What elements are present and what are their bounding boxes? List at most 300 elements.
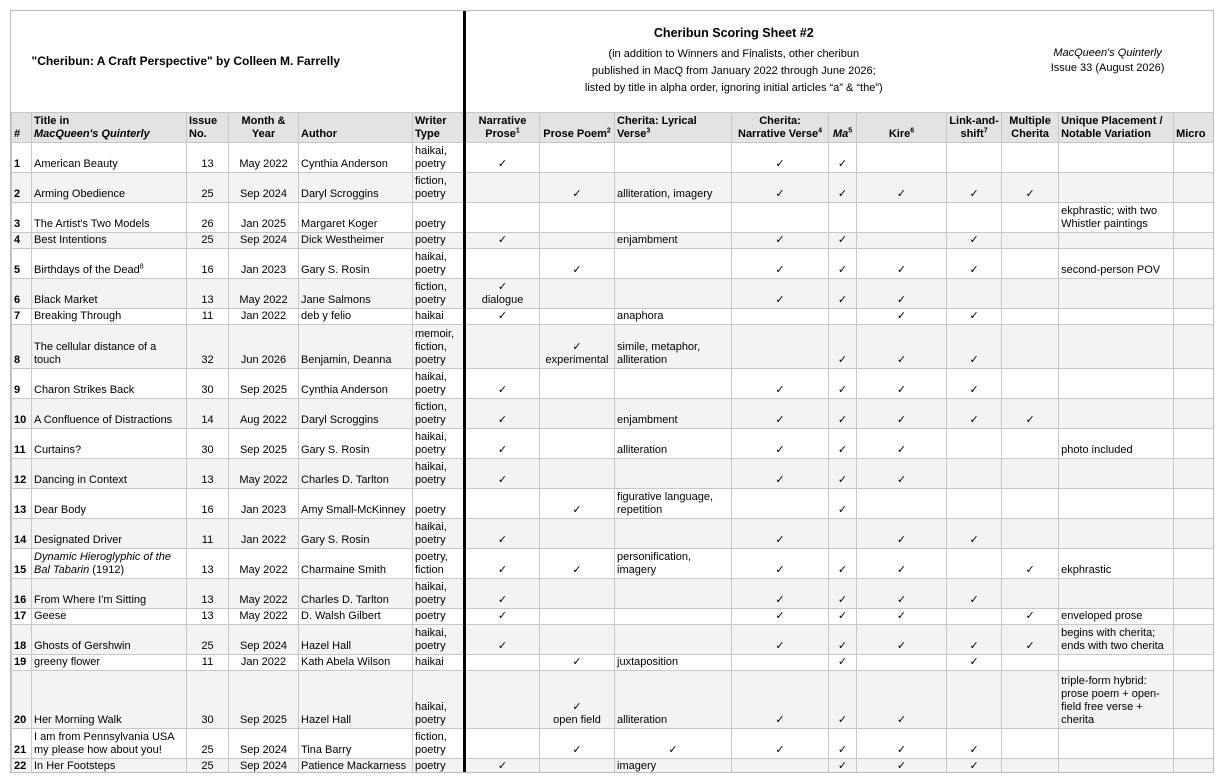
- cell-month-year: Jan 2022: [229, 654, 299, 670]
- title-text: greeny flower: [34, 655, 101, 668]
- cell-author: Hazel Hall: [299, 670, 413, 728]
- cell-multiple-cherita: [1002, 758, 1059, 773]
- cell-title: [32, 728, 187, 758]
- cell-month-year: Sep 2024: [229, 624, 299, 654]
- cell-multiple-cherita: [1002, 728, 1059, 758]
- table-row: [12, 654, 1214, 670]
- cell-ma: ✓: [829, 488, 857, 518]
- cell-micro: [1174, 232, 1214, 248]
- cell-issue: 25: [187, 624, 229, 654]
- cell-cherita-narrative: ✓: [732, 428, 829, 458]
- cell-cherita-narrative: [732, 758, 829, 773]
- cell-title: [32, 488, 187, 518]
- cell-month-year: Sep 2025: [229, 428, 299, 458]
- cell-author: Margaret Koger: [299, 202, 413, 232]
- cell-month-year: Aug 2022: [229, 398, 299, 428]
- cell-narrative-prose: ✓: [465, 548, 540, 578]
- cell-unique-placement: [1059, 654, 1174, 670]
- cell-issue: 13: [187, 548, 229, 578]
- cell-link-and-shift: ✓: [947, 518, 1002, 548]
- scoring-table: [11, 11, 1214, 773]
- cell-prose-poem-mark: ✓: [572, 340, 582, 353]
- scoring-sheet: [10, 10, 1214, 773]
- cell-writer-type: poetry, fiction: [413, 548, 465, 578]
- table-row: [12, 548, 1214, 578]
- cell-row-number: 16: [12, 578, 32, 608]
- cell-narrative-prose: ✓: [465, 578, 540, 608]
- cell-issue: 16: [187, 488, 229, 518]
- cell-author: Jane Salmons: [299, 278, 413, 308]
- cell-author: Charles D. Tarlton: [299, 578, 413, 608]
- cell-author: Benjamin, Deanna: [299, 324, 413, 368]
- cell-kire: ✓: [857, 398, 947, 428]
- cell-cherita-lyrical: [615, 248, 732, 278]
- cell-link-and-shift: [947, 278, 1002, 308]
- cell-kire: ✓: [857, 608, 947, 624]
- cell-unique-placement: [1059, 324, 1174, 368]
- cell-cherita-narrative: ✓: [732, 398, 829, 428]
- cell-prose-poem: ✓: [540, 248, 615, 278]
- cell-narrative-prose: [465, 324, 540, 368]
- cell-title: [32, 578, 187, 608]
- cell-writer-type: fiction, poetry: [413, 278, 465, 308]
- title-text: Dynamic Hieroglyphic of the Bal Tabarin: [34, 550, 171, 576]
- cell-link-and-shift: ✓: [947, 728, 1002, 758]
- cell-ma: ✓: [829, 172, 857, 202]
- cell-writer-type: haikai, poetry: [413, 368, 465, 398]
- cell-cherita-narrative: ✓: [732, 608, 829, 624]
- cell-multiple-cherita: [1002, 324, 1059, 368]
- cell-narrative-prose: ✓: [465, 232, 540, 248]
- title-text: The cellular distance of a touch: [34, 340, 157, 366]
- cell-link-and-shift: ✓: [947, 578, 1002, 608]
- cell-title: [32, 232, 187, 248]
- cell-author: Gary S. Rosin: [299, 518, 413, 548]
- cell-author: D. Walsh Gilbert: [299, 608, 413, 624]
- header-writer-type: Writer Type: [413, 112, 465, 142]
- cell-ma: [829, 518, 857, 548]
- cell-month-year: Sep 2025: [229, 368, 299, 398]
- cell-issue: 14: [187, 398, 229, 428]
- cell-row-number: 20: [12, 670, 32, 728]
- cell-month-year: Jan 2022: [229, 308, 299, 324]
- cell-narrative-prose: [465, 670, 540, 728]
- table-row: [12, 368, 1214, 398]
- cell-cherita-narrative: ✓: [732, 624, 829, 654]
- cell-narrative-prose: [465, 278, 540, 308]
- cell-prose-poem-mark: ✓: [572, 700, 582, 713]
- table-row: [12, 518, 1214, 548]
- cell-multiple-cherita: [1002, 578, 1059, 608]
- cell-kire: ✓: [857, 578, 947, 608]
- cell-kire: ✓: [857, 248, 947, 278]
- cell-link-and-shift: [947, 428, 1002, 458]
- cell-micro: [1174, 324, 1214, 368]
- cell-month-year: Jan 2022: [229, 518, 299, 548]
- cell-unique-placement: begins with cherita; ends with two cherita: [1059, 624, 1174, 654]
- cell-issue: 30: [187, 368, 229, 398]
- cell-title: [32, 608, 187, 624]
- cell-prose-poem: [540, 428, 615, 458]
- cell-narrative-prose: ✓: [465, 368, 540, 398]
- cell-row-number: 7: [12, 308, 32, 324]
- cell-month-year: May 2022: [229, 458, 299, 488]
- cell-row-number: 15: [12, 548, 32, 578]
- cell-cherita-lyrical: imagery: [615, 758, 732, 773]
- cell-writer-type: fiction, poetry: [413, 398, 465, 428]
- cell-month-year: May 2022: [229, 142, 299, 172]
- cell-micro: [1174, 308, 1214, 324]
- cell-writer-type: poetry: [413, 758, 465, 773]
- cell-kire: [857, 232, 947, 248]
- table-row: [12, 488, 1214, 518]
- cell-cherita-narrative: ✓: [732, 248, 829, 278]
- cell-prose-poem-note: experimental: [545, 353, 609, 366]
- cell-multiple-cherita: ✓: [1002, 548, 1059, 578]
- cell-row-number: 1: [12, 142, 32, 172]
- cell-author: Gary S. Rosin: [299, 428, 413, 458]
- cell-multiple-cherita: [1002, 368, 1059, 398]
- issue-info: [1002, 11, 1214, 112]
- title-text: Ghosts of Gershwin: [34, 639, 131, 652]
- cell-micro: [1174, 278, 1214, 308]
- header-num: #: [12, 112, 32, 142]
- cell-issue: 11: [187, 308, 229, 324]
- cell-cherita-narrative: [732, 654, 829, 670]
- cell-prose-poem: [540, 202, 615, 232]
- cell-prose-poem: ✓: [540, 172, 615, 202]
- cell-cherita-narrative: ✓: [732, 142, 829, 172]
- cell-ma: ✓: [829, 654, 857, 670]
- cell-title: [32, 308, 187, 324]
- cell-link-and-shift: ✓: [947, 654, 1002, 670]
- cell-unique-placement: [1059, 368, 1174, 398]
- table-row: [12, 324, 1214, 368]
- table-row: [12, 202, 1214, 232]
- cell-cherita-lyrical: juxtaposition: [615, 654, 732, 670]
- cell-author: Dick Westheimer: [299, 232, 413, 248]
- cell-unique-placement: ekphrastic; with two Whistler paintings: [1059, 202, 1174, 232]
- cell-kire: ✓: [857, 368, 947, 398]
- cell-month-year: Sep 2025: [229, 670, 299, 728]
- cell-unique-placement: [1059, 232, 1174, 248]
- cell-month-year: Jun 2026: [229, 324, 299, 368]
- cell-cherita-narrative: ✓: [732, 728, 829, 758]
- sheet-subtitle-1: (in addition to Winners and Finalists, other cheribun: [608, 48, 860, 61]
- cell-ma: [829, 202, 857, 232]
- cell-title: [32, 548, 187, 578]
- cell-row-number: 11: [12, 428, 32, 458]
- cell-cherita-narrative: [732, 308, 829, 324]
- table-row: [12, 728, 1214, 758]
- cell-ma: ✓: [829, 428, 857, 458]
- cell-writer-type: haikai: [413, 654, 465, 670]
- cell-issue: 32: [187, 324, 229, 368]
- cell-link-and-shift: ✓: [947, 398, 1002, 428]
- cell-unique-placement: triple-form hybrid: prose poem + open-field free verse + cherita: [1059, 670, 1174, 728]
- header-title: Title in MacQueen's Quinterly: [32, 112, 187, 142]
- cell-author: Gary S. Rosin: [299, 248, 413, 278]
- cell-row-number: 22: [12, 758, 32, 773]
- cell-ma: ✓: [829, 758, 857, 773]
- cell-narrative-prose: ✓: [465, 142, 540, 172]
- table-row: [12, 248, 1214, 278]
- cell-ma: ✓: [829, 548, 857, 578]
- cell-multiple-cherita: [1002, 458, 1059, 488]
- cell-prose-poem: [540, 232, 615, 248]
- cell-cherita-lyrical: alliteration, imagery: [615, 172, 732, 202]
- cell-narrative-prose: [465, 172, 540, 202]
- cell-narrative-prose: ✓: [465, 608, 540, 624]
- cell-writer-type: fiction, poetry: [413, 728, 465, 758]
- cell-prose-poem: [540, 608, 615, 624]
- cell-kire: [857, 142, 947, 172]
- cell-cherita-narrative: ✓: [732, 578, 829, 608]
- title-text: Arming Obedience: [34, 187, 126, 200]
- title-text: Charon Strikes Back: [34, 383, 135, 396]
- header-ma: Ma$^5$: [829, 112, 857, 142]
- cell-kire: ✓: [857, 758, 947, 773]
- cell-month-year: Sep 2024: [229, 758, 299, 773]
- cell-author: Patience Mackarness: [299, 758, 413, 773]
- cell-ma: ✓: [829, 368, 857, 398]
- title-text: Dancing in Context: [34, 473, 127, 486]
- cell-title: [32, 248, 187, 278]
- cell-cherita-lyrical: [615, 624, 732, 654]
- cell-narrative-prose: ✓: [465, 624, 540, 654]
- cell-micro: [1174, 624, 1214, 654]
- title-text: Dear Body: [34, 503, 86, 516]
- sheet-title-block: [465, 11, 1002, 112]
- cell-issue: 25: [187, 232, 229, 248]
- cell-cherita-lyrical: figurative language, repetition: [615, 488, 732, 518]
- cell-ma: ✓: [829, 608, 857, 624]
- cell-unique-placement: [1059, 758, 1174, 773]
- cell-title: [32, 142, 187, 172]
- header-prose-poem: Prose Poem$^2$: [540, 112, 615, 142]
- cell-link-and-shift: ✓: [947, 308, 1002, 324]
- cell-kire: ✓: [857, 428, 947, 458]
- cell-writer-type: fiction, poetry: [413, 172, 465, 202]
- table-row: [12, 232, 1214, 248]
- cell-micro: [1174, 248, 1214, 278]
- cell-month-year: May 2022: [229, 608, 299, 624]
- header-micro: Micro: [1174, 112, 1214, 142]
- cell-multiple-cherita: [1002, 308, 1059, 324]
- cell-writer-type: memoir, fiction, poetry: [413, 324, 465, 368]
- cell-narrative-prose-note: dialogue: [481, 293, 524, 306]
- cell-link-and-shift: [947, 142, 1002, 172]
- cell-title: [32, 758, 187, 773]
- cell-unique-placement: [1059, 308, 1174, 324]
- cell-ma: ✓: [829, 728, 857, 758]
- cell-micro: [1174, 654, 1214, 670]
- cell-title: [32, 654, 187, 670]
- cell-issue: 13: [187, 608, 229, 624]
- cell-title: [32, 624, 187, 654]
- cell-link-and-shift: ✓: [947, 324, 1002, 368]
- cell-kire: ✓: [857, 548, 947, 578]
- cell-multiple-cherita: [1002, 488, 1059, 518]
- title-text: Her Morning Walk: [34, 713, 122, 726]
- cell-cherita-narrative: [732, 202, 829, 232]
- cell-link-and-shift: [947, 548, 1002, 578]
- cell-writer-type: haikai, poetry: [413, 142, 465, 172]
- header-cherita-narrative: Cherita: Narrative Verse$^4$: [732, 112, 829, 142]
- cell-author: Tina Barry: [299, 728, 413, 758]
- header-kire: Kire$^6$: [857, 112, 947, 142]
- cell-unique-placement: enveloped prose: [1059, 608, 1174, 624]
- cell-author: Hazel Hall: [299, 624, 413, 654]
- cell-ma: ✓: [829, 142, 857, 172]
- cell-month-year: May 2022: [229, 578, 299, 608]
- cell-month-year: Jan 2023: [229, 248, 299, 278]
- table-row: [12, 278, 1214, 308]
- cell-writer-type: haikai, poetry: [413, 518, 465, 548]
- cell-unique-placement: [1059, 488, 1174, 518]
- cell-writer-type: haikai, poetry: [413, 578, 465, 608]
- cell-multiple-cherita: ✓: [1002, 608, 1059, 624]
- cell-ma: ✓: [829, 248, 857, 278]
- cell-title: [32, 368, 187, 398]
- cell-unique-placement: photo included: [1059, 428, 1174, 458]
- cell-cherita-lyrical: [615, 278, 732, 308]
- cell-ma: ✓: [829, 458, 857, 488]
- cell-cherita-narrative: ✓: [732, 458, 829, 488]
- header-author: Author: [299, 112, 413, 142]
- cell-row-number: 18: [12, 624, 32, 654]
- cell-kire: ✓: [857, 518, 947, 548]
- table-row: [12, 428, 1214, 458]
- cell-writer-type: haikai, poetry: [413, 624, 465, 654]
- cell-multiple-cherita: [1002, 202, 1059, 232]
- cell-issue: 13: [187, 278, 229, 308]
- title-text: The Artist's Two Models: [34, 217, 150, 230]
- table-row: [12, 608, 1214, 624]
- cell-cherita-narrative: ✓: [732, 368, 829, 398]
- table-row: [12, 142, 1214, 172]
- cell-prose-poem: ✓: [540, 548, 615, 578]
- cell-month-year: Jan 2025: [229, 202, 299, 232]
- cell-link-and-shift: ✓: [947, 172, 1002, 202]
- cell-writer-type: poetry: [413, 608, 465, 624]
- cell-issue: 25: [187, 728, 229, 758]
- cell-issue: 16: [187, 248, 229, 278]
- cell-link-and-shift: ✓: [947, 248, 1002, 278]
- cell-cherita-lyrical: simile, metaphor, alliteration: [615, 324, 732, 368]
- table-row: [12, 398, 1214, 428]
- cell-narrative-prose: ✓: [465, 458, 540, 488]
- cell-title: [32, 670, 187, 728]
- cell-ma: ✓: [829, 398, 857, 428]
- title-text: Birthdays of the Dead: [34, 263, 140, 276]
- table-row: [12, 624, 1214, 654]
- cell-ma: ✓: [829, 324, 857, 368]
- cell-micro: [1174, 670, 1214, 728]
- cell-prose-poem: [540, 758, 615, 773]
- cell-link-and-shift: [947, 488, 1002, 518]
- header-cherita-lyrical: Cherita: Lyrical Verse$^3$: [615, 112, 732, 142]
- cell-month-year: Sep 2024: [229, 728, 299, 758]
- cell-unique-placement: [1059, 398, 1174, 428]
- cell-kire: ✓: [857, 278, 947, 308]
- cell-prose-poem: ✓: [540, 654, 615, 670]
- cell-multiple-cherita: [1002, 142, 1059, 172]
- cell-month-year: Sep 2024: [229, 232, 299, 248]
- cell-link-and-shift: [947, 458, 1002, 488]
- cell-narrative-prose: ✓: [465, 518, 540, 548]
- cell-unique-placement: second-person POV: [1059, 248, 1174, 278]
- cell-row-number: 9: [12, 368, 32, 398]
- cell-kire: [857, 202, 947, 232]
- cell-month-year: May 2022: [229, 278, 299, 308]
- cell-kire: ✓: [857, 308, 947, 324]
- cell-row-number: 14: [12, 518, 32, 548]
- cell-cherita-narrative: ✓: [732, 278, 829, 308]
- cell-row-number: 8: [12, 324, 32, 368]
- cell-cherita-narrative: [732, 488, 829, 518]
- cell-micro: [1174, 368, 1214, 398]
- cell-cherita-narrative: ✓: [732, 518, 829, 548]
- cell-cherita-lyrical: [615, 458, 732, 488]
- cell-prose-poem: [540, 518, 615, 548]
- cell-title: [32, 398, 187, 428]
- table-row: [12, 458, 1214, 488]
- cell-cherita-narrative: ✓: [732, 670, 829, 728]
- cell-link-and-shift: ✓: [947, 232, 1002, 248]
- cell-multiple-cherita: [1002, 428, 1059, 458]
- cell-title: [32, 202, 187, 232]
- cell-unique-placement: [1059, 278, 1174, 308]
- sheet-subtitle-2: published in MacQ from January 2022 through June 2026;: [591, 65, 876, 78]
- title-text: Breaking Through: [34, 309, 122, 322]
- cell-micro: [1174, 728, 1214, 758]
- cell-row-number: 21: [12, 728, 32, 758]
- cell-title: [32, 172, 187, 202]
- cell-author: Daryl Scroggins: [299, 172, 413, 202]
- cell-ma: ✓: [829, 278, 857, 308]
- cell-prose-poem: [540, 458, 615, 488]
- cell-cherita-lyrical: alliteration: [615, 670, 732, 728]
- cell-unique-placement: [1059, 578, 1174, 608]
- issue-number: Issue 33 (August 2026): [1050, 62, 1165, 75]
- cell-link-and-shift: [947, 202, 1002, 232]
- cell-cherita-lyrical: [615, 608, 732, 624]
- cell-micro: [1174, 458, 1214, 488]
- sheet-subtitle-3: listed by title in alpha order, ignoring initial articles “a” & “the”): [584, 82, 883, 95]
- cell-prose-poem: [540, 368, 615, 398]
- cell-unique-placement: [1059, 172, 1174, 202]
- cell-narrative-prose: [465, 202, 540, 232]
- cell-kire: ✓: [857, 624, 947, 654]
- header-narrative-prose: Narrative Prose$^1$: [465, 112, 540, 142]
- header-unique-placement: Unique Placement / Notable Variation: [1059, 112, 1174, 142]
- cell-micro: [1174, 548, 1214, 578]
- cell-narrative-prose-mark: ✓: [497, 280, 508, 293]
- cell-cherita-narrative: [732, 324, 829, 368]
- cell-writer-type: haikai, poetry: [413, 670, 465, 728]
- cell-writer-type: haikai, poetry: [413, 458, 465, 488]
- cell-multiple-cherita: [1002, 518, 1059, 548]
- cell-prose-poem: [540, 324, 615, 368]
- cell-cherita-lyrical: [615, 518, 732, 548]
- document-title: "Cheribun: A Craft Perspective" by Colleen M. Farrelly: [12, 11, 465, 112]
- header-month: Month & Year: [229, 112, 299, 142]
- title-text: American Beauty: [34, 157, 118, 170]
- table-row: [12, 578, 1214, 608]
- cell-writer-type: poetry: [413, 232, 465, 248]
- cell-author: deb y felio: [299, 308, 413, 324]
